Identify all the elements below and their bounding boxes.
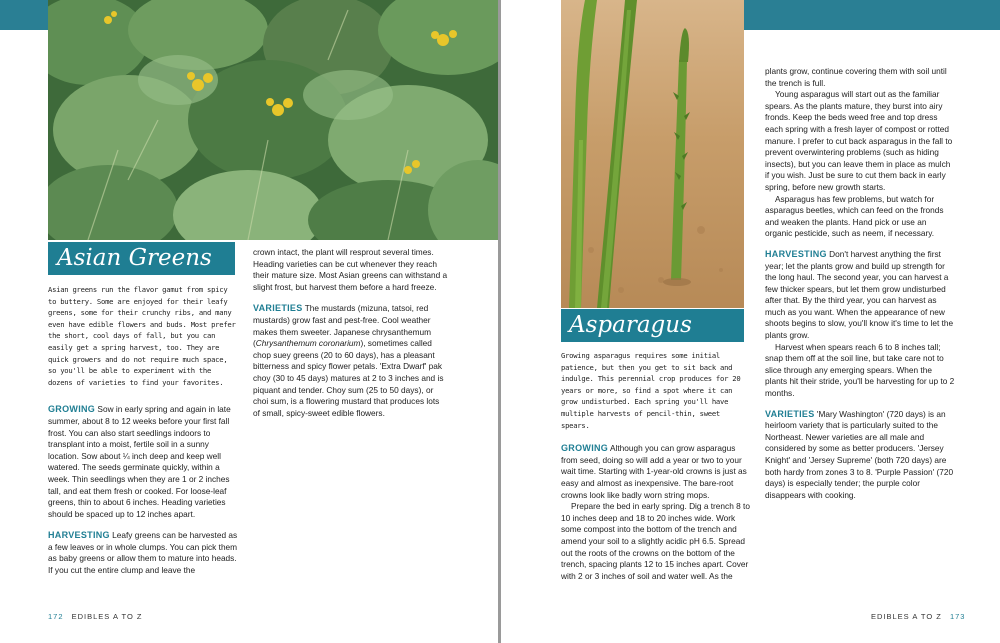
folio-label: EDIBLES A TO Z <box>871 612 942 621</box>
growing-paragraph <box>48 404 238 520</box>
harvesting-text: Don't harvest anything the first year; let the plants grow and build up strength for the long haul. The second year, you can harvest a few thicker spears, but let them grow undisturbed after that. By the third year, you can harvest as much as you want. When the appearance of new shoots begins to slow, you'll know it's time to let the plants grow. <box>765 248 954 341</box>
growing-paragraph-3: Young asparagus will start out as the familiar spears. As the plants mature, they burst into airy fronds. Keep the beds weed free and top dress each spring with a fresh layer of compost or rotted manure. I prefer to cut back asparagus in the fall to prevent overwintering problems (such as hiding insects), but you can leave them in place as mulch if you wish. Just be sure to cut them back in early spring, before new growth starts. <box>765 89 953 192</box>
left-column-1 <box>48 284 238 577</box>
varieties-latin-name: Chrysanthemum coronarium <box>255 338 361 349</box>
varieties-heading: VARIETIES <box>765 408 815 419</box>
harvesting-paragraph <box>765 249 955 342</box>
page-number: 172 <box>48 612 64 621</box>
page-number: 173 <box>949 612 966 621</box>
harvesting-paragraph <box>48 530 238 576</box>
harvesting-heading: HARVESTING <box>48 530 110 541</box>
pests-paragraph: Asparagus has few problems, but watch for asparagus beetles, which can feed on the fronds and weaken the plants. Hand pick or use an organic pesticide, such as neem, if necessary. <box>765 193 944 239</box>
page-title: Asian Greens <box>57 245 212 271</box>
harvesting-continued: crown intact, the plant will resprout several times. Heading varieties can be cut whenever they reach their mature size. Most Asian greens can withstand a slight frost, but harvest them before a hard freeze. <box>253 247 448 292</box>
varieties-paragraph <box>765 409 955 502</box>
intro-paragraph: Growing asparagus requires some initial patience, but then you get to sit back and indulge. This perennial crop produces for 20 years or more, so find a spot where it can grow undisturbed. Each spring you'll have multiple harvests of pencil-thin, sweet spears. <box>561 351 741 430</box>
right-folio <box>871 612 970 621</box>
page-title: Asparagus <box>569 312 692 338</box>
varieties-text-1: The mustards (mizuna, tatsoi, red mustards) grow fast and pest-free. Cool weather makes them sweeter. Japanese chrysanthemum ( <box>253 303 432 349</box>
growing-heading: GROWING <box>48 404 96 415</box>
right-column-2 <box>765 66 955 501</box>
right-page <box>501 0 1000 643</box>
varieties-text: 'Mary Washington' (720 days) is an heirloom variety that is particularly suited to the Northeast. Newer varieties are all male and considered by some as better producers. 'Jersey Knight' and 'Jersey Supreme' (both 720 days) are both hardy from zones 3 to 8. 'Purple Passion' (720 days) is especially tender; the purple color disappears with cooking. <box>765 408 954 500</box>
asparagus-spears-photo-icon <box>561 0 744 308</box>
varieties-text-2: ), sometimes called chop suey greens (20 to 60 days), has a pleasant bitterness and spicy flower petals. 'Extra Dwarf' pak choy (30 to 45 days) matures at 2 to 3 inches and is piquant and tender. Choy sum (25 to 50 days), or choi sum, is a flowering mustard that produces lots of small, spicy-sweet edible flowers. <box>253 338 444 418</box>
harvesting-heading: HARVESTING <box>765 248 827 259</box>
growing-heading: GROWING <box>561 443 609 454</box>
leafy-greens-photo-icon <box>48 0 498 240</box>
asian-greens-title-box <box>48 242 235 275</box>
intro-paragraph: Asian greens run the flavor gamut from spicy to buttery. Some are enjoyed for their leafy greens, some for their crunchy ribs, and many even have edible flowers and buds. Most prefer the short, cool days of fall, but you can easily get a spring harvest, too. They are quick growers and do not require much space, so you'll be able to experiment with the dozens of varieties to find your favorites. <box>48 285 236 387</box>
left-folio <box>48 612 142 621</box>
asian-greens-photo <box>48 0 498 240</box>
asparagus-photo <box>561 0 744 308</box>
growing-paragraph <box>561 443 751 501</box>
growing-paragraph-2: Prepare the bed in early spring. Dig a trench 8 to 10 inches deep and 18 to 20 inches wide. Work some compost into the bottom of the trench and amend your soil to a slightly acidic pH 6.5. Spread out the roots of the crowns on the bottom of the trench, spacing plants 12 to 15 inches apart. Cover with 2 or 3 inches of soil and water well. As the <box>561 501 750 581</box>
header-accent-bar <box>744 0 1000 30</box>
left-column-2 <box>253 247 448 419</box>
header-accent-bar <box>0 0 48 30</box>
folio-label: EDIBLES A TO Z <box>71 612 143 621</box>
asparagus-title-box <box>561 309 744 342</box>
left-page <box>0 0 498 643</box>
varieties-paragraph <box>253 303 448 419</box>
right-column-1 <box>561 350 751 582</box>
growing-continued: plants grow, continue covering them with soil until the trench is full. <box>765 66 947 88</box>
growing-text: Sow in early spring and again in late summer, about 8 to 12 weeks before your first fall frost. You can also start seedlings indoors to transplant into a moist, fertile soil in a sunny location. Sow about ¼ inch deep and keep well watered. The seeds germinate quickly, within a week. Thin seedlings when they are 1 or 2 inches tall, and eat them fresh or cooked. For loose-leaf greens, thin to about 6 inches. Heading varieties should be spaced up to 12 inches apart. <box>48 404 231 519</box>
growing-text: Although you can grow asparagus from seed, doing so will add a year or two to your wait time. Starting with 1-year-old crowns is just as easy and almost as inexpensive. The bare-root crowns look like badly worn string mops. <box>561 443 747 500</box>
harvesting-paragraph-2: Harvest when spears reach 6 to 8 inches tall; snap them off at the soil line, but take care not to slice through any emerging spears. When the plants hit their stride, you'll be harvesting for up to 2 months. <box>765 341 955 399</box>
harvesting-text: Leafy greens can be harvested as a few leaves or in whole clumps. You can pick them as baby greens or allow them to mature into heads. If you cut the entire clump and leave the <box>48 530 238 576</box>
varieties-heading: VARIETIES <box>253 303 303 314</box>
